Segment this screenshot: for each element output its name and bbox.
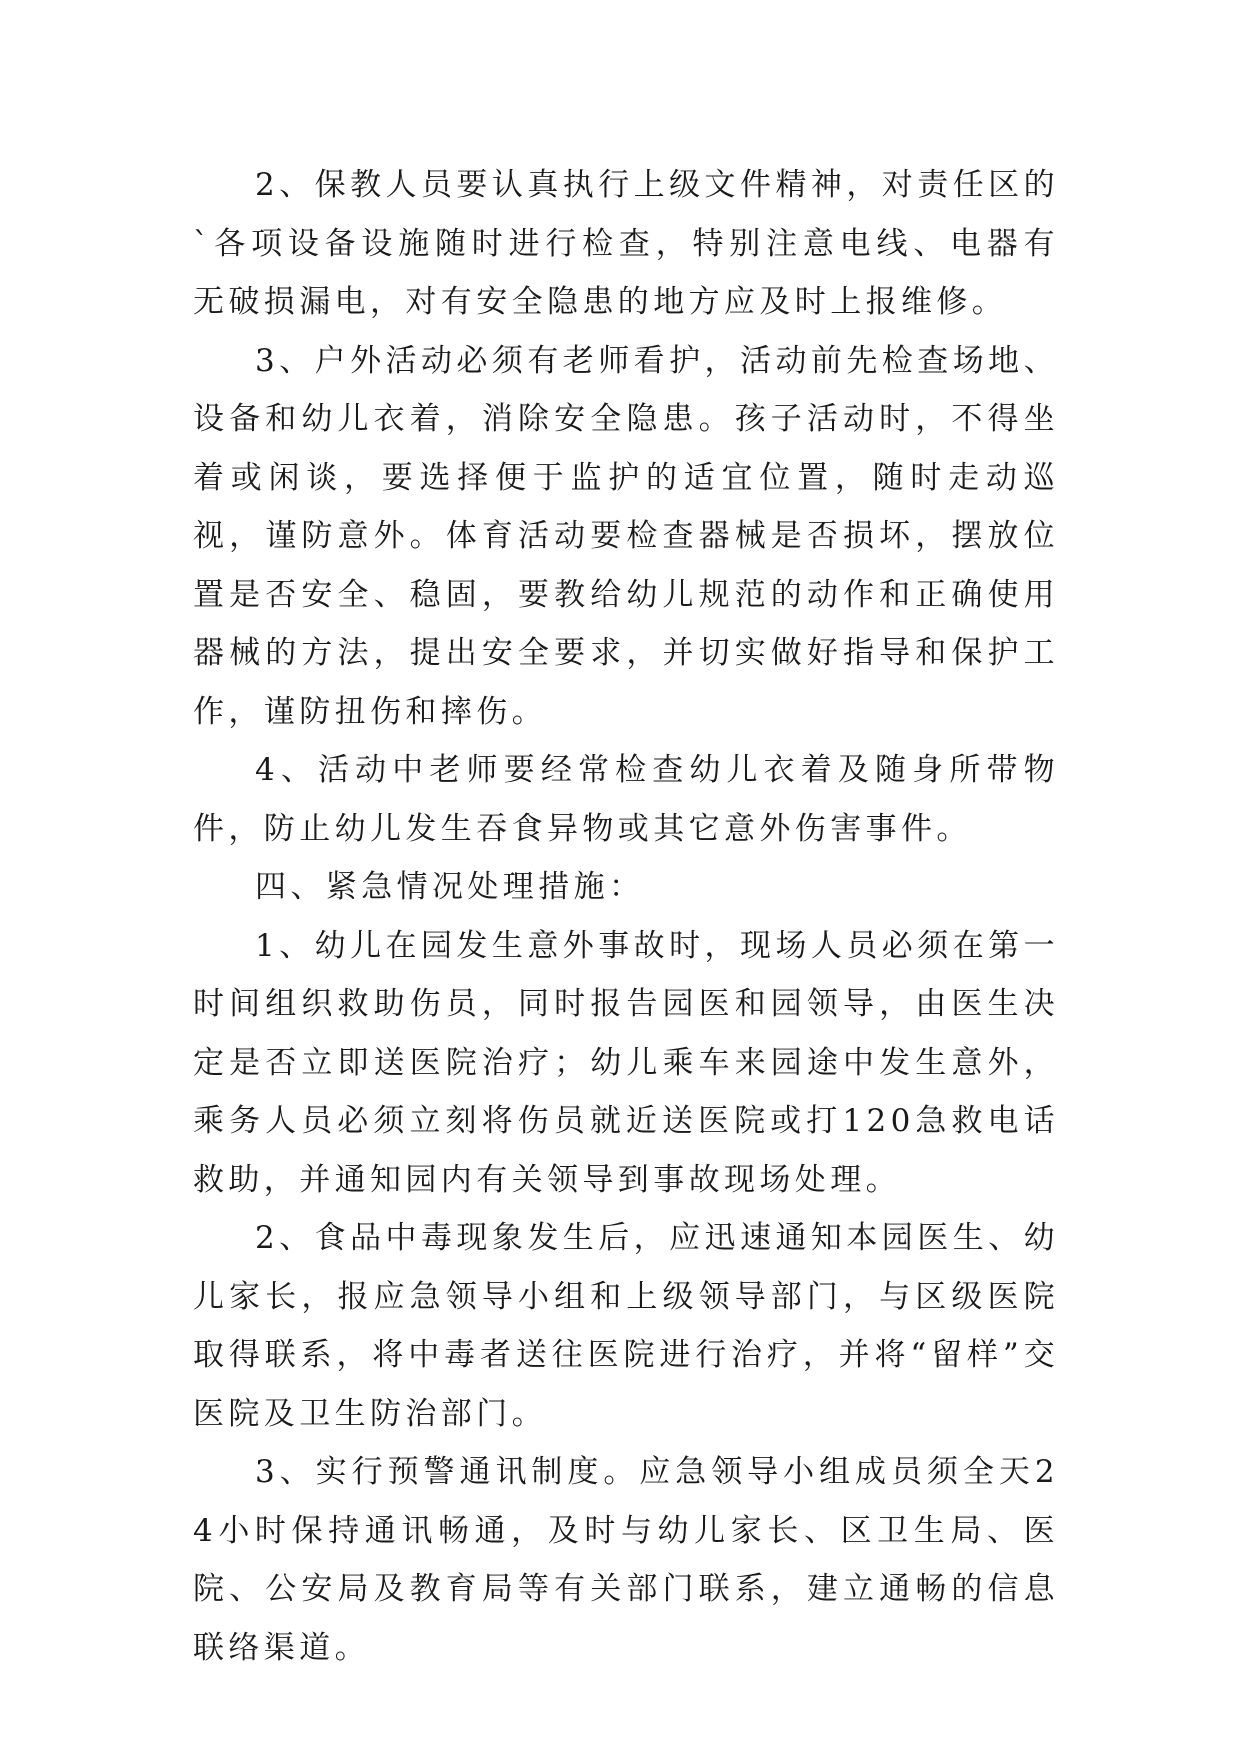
paragraph-food-poisoning: 2、食品中毒现象发生后，应迅速通知本园医生、幼儿家长，报应急领导小组和上级领导部门，与区级医院取得联系，将中毒者送往医院进行治疗，并将“留样”交医院及卫生防治部门。 [193, 1220, 1059, 1432]
section-heading-emergency-measures: 四、紧急情况处理措施： [255, 869, 645, 905]
paragraph-communication-system: 3、实行预警通讯制度。应急领导小组成员须全天24小时保持通讯畅通，及时与幼儿家长、区卫生局、医院、公安局及教育局等有关部门联系，建立通畅的信息联络渠道。 [193, 1454, 1059, 1666]
paragraph-safety-inspection: 2、保教人员要认真执行上级文件精神，对责任区的`各项设备设施随时进行检查，特别注意电线、电器有无破损漏电，对有安全隐患的地方应及时上报维修。 [193, 167, 1059, 320]
paragraph-accident-handling: 1、幼儿在园发生意外事故时，现场人员必须在第一时间组织救助伤员，同时报告园医和园领导，由医生决定是否立即送医院治疗；幼儿乘车来园途中发生意外，乘务人员必须立刻将伤员就近送医院或打120急救电话救助，并通知园内有关领导到事故现场处理。 [193, 927, 1059, 1198]
paragraph-belongings-check: 4、活动中老师要经常检查幼儿衣着及随身所带物件，防止幼儿发生吞食异物或其它意外伤害事件。 [193, 752, 1059, 847]
document-body [193, 156, 1059, 1677]
paragraph-outdoor-activities: 3、户外活动必须有老师看护，活动前先检查场地、设备和幼儿衣着，消除安全隐患。孩子活动时，不得坐着或闲谈，要选择便于监护的适宜位置，随时走动巡视，谨防意外。体育活动要检查器械是否损坏，摆放位置是否安全、稳固，要教给幼儿规范的动作和正确使用器械的方法，提出安全要求，并切实做好指导和保护工作，谨防扭伤和摔伤。 [193, 342, 1059, 730]
